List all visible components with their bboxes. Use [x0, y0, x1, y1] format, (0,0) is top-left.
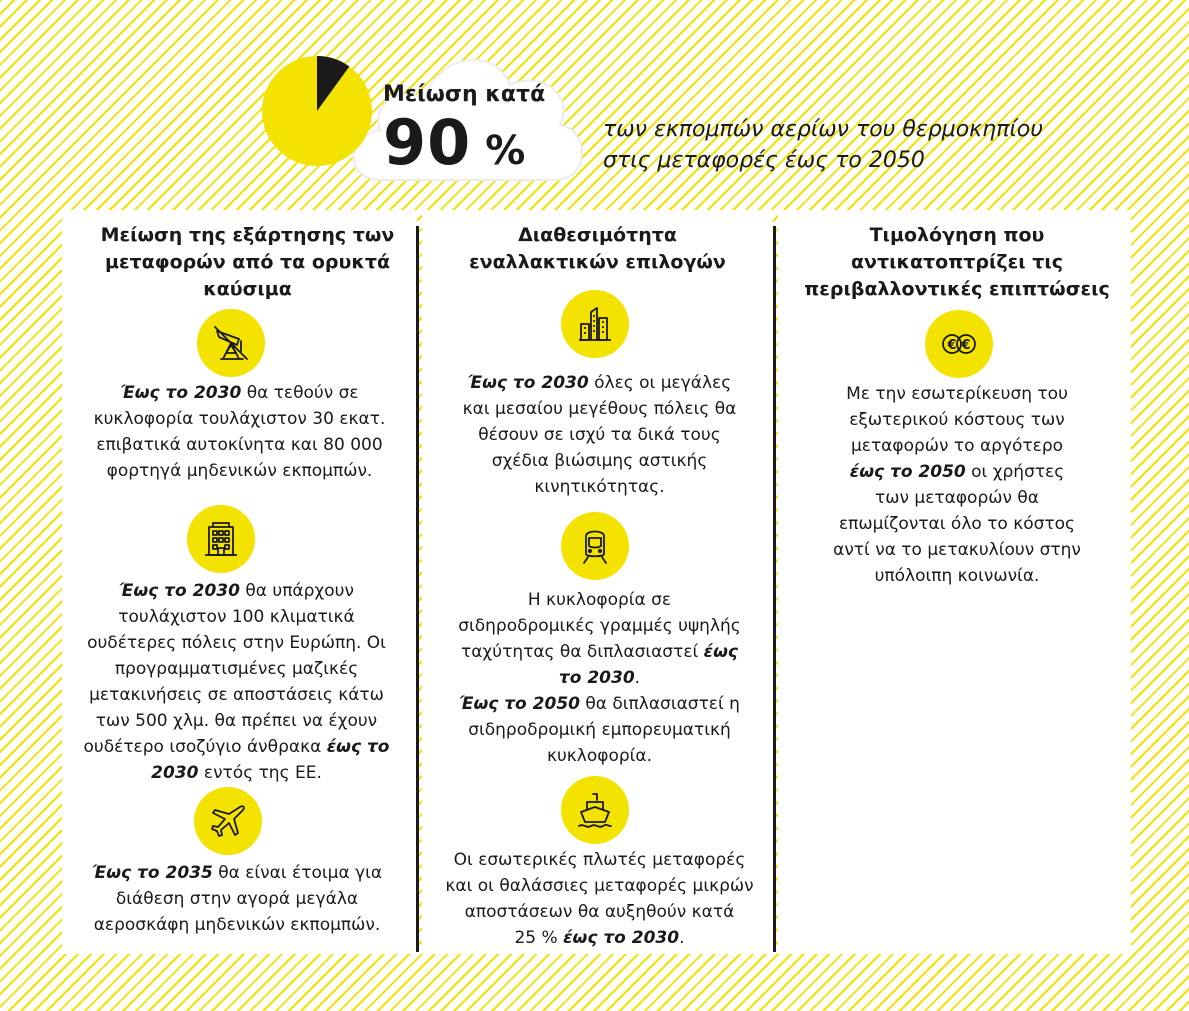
column-divider-2: [773, 226, 776, 952]
header: [0, 0, 1189, 210]
column-title-pricing: Τιμολόγηση που αντικατοπτρίζει τις περιβαλλοντικές επιπτώσεις: [804, 224, 1110, 300]
subtitle-line-1: των εκπομπών αερίων του θερμοκηπίου: [603, 117, 1043, 142]
text-waterborne-transport: Οι εσωτερικές πλωτές μεταφορές και οι θαλάσσιες μεταφορές μικρών αποστάσεων θα αυξηθούν κατά 25 % έως το 2030.: [445, 850, 754, 948]
text-aircraft-2035: Έως το 2035 θα είναι έτοιμα για διάθεση στην αγορά μεγάλα αεροσκάφη μηδενικών εκπομπών.: [91, 863, 383, 935]
pie-chart: [262, 56, 372, 166]
airplane-icon: [194, 787, 262, 855]
svg-text:€: €: [947, 338, 957, 353]
building-icon: [187, 505, 255, 573]
text-cities-2030: Έως το 2030 θα υπάρχουν τουλάχιστον 100 κλιματικά ουδέτερες πόλεις στην Ευρώπη. Οι προγραμματισμένες μαζικές μετακινήσεις σε αποστάσεις κάτω των 500 χλμ. θα πρέπει να έχουν ουδέτερο ισοζύγιο άνθρακα έως το 2030 εντός της ΕΕ.: [83, 581, 390, 783]
headline-unit: %: [485, 128, 527, 174]
column-title-alternatives: Διαθεσιμότητα εναλλακτικών επιλογών: [469, 224, 726, 273]
column-title-fossil-fuels: Μείωση της εξάρτησης των μεταφορών από τα ορυκτά καύσιμα: [100, 224, 395, 300]
text-external-costs-2050: Με την εσωτερίκευση του εξωτερικού κόστους των μεταφορών το αργότερο έως το 2050 οι χρήστες των μεταφορών θα επωμίζονται όλο το κόστος αντί να το μετακυλίουν στην υπόλοιπη κοινωνία.: [833, 384, 1081, 586]
city-skyline-icon: [561, 290, 629, 358]
headline-label: Μείωση κατά: [383, 82, 546, 107]
headline-number: 90: [383, 106, 472, 179]
column-divider-1: [416, 226, 419, 952]
euro-coins-icon: [925, 310, 993, 378]
text-urban-mobility-2030: Έως το 2030 όλες οι μεγάλες και μεσαίου μεγέθους πόλεις θα θέσουν σε ισχύ τα δικά τους σχέδια βιώσιμης αστικής κινητικότητας.: [462, 373, 737, 497]
text-cars-2030: Έως το 2030 θα τεθούν σε κυκλοφορία τουλάχιστον 30 εκατ. επιβατικά αυτοκίνητα και 80 000 φορτηγά μηδενικών εκπομπών.: [93, 383, 386, 481]
headline-value: [383, 106, 526, 179]
high-speed-train-icon: [561, 512, 629, 580]
subtitle-line-2: στις μεταφορές έως το 2050: [603, 148, 925, 173]
headline-subtitle: [603, 114, 1043, 176]
ship-icon: [561, 776, 629, 844]
text-rail-traffic: Η κυκλοφορία σε σιδηροδρομικές γραμμές υψηλής ταχύτητας θα διπλασιαστεί έως το 2030. Έως το 2050 θα διπλασιαστεί η σιδηροδρομική εμπορευματική κυκλοφορία.: [458, 590, 741, 766]
oil-pump-crossed-icon: [197, 309, 265, 377]
svg-text:€: €: [961, 338, 971, 353]
